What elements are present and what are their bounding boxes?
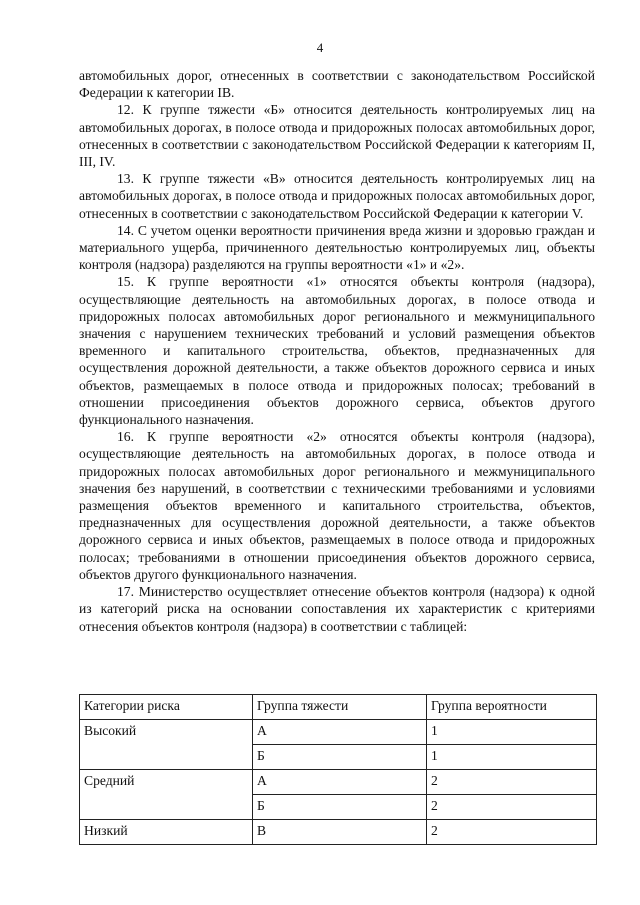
risk-category-cell: Средний <box>80 770 253 820</box>
probability-cell: 2 <box>427 795 597 820</box>
paragraph-15: 15. К группе вероятности «1» относятся объекты контроля (надзора), осуществляющие деятельность на автомобильных дорогах, в полосе отвода и придорожных полосах автомобильных дорог регионального и межмуниципального значения с нарушением технических требований и условий размещения объектов временного и капитального строительства, объектов, предназначенных для осуществления дорожной деятельности, а также объектов дорожного сервиса и иных объектов, размещаемых в полосе отвода и придорожных полосах; требований в отношении присоединения объектов дорожного сервиса, объектов другого функционального назначения. <box>79 274 595 428</box>
paragraph-16: 16. К группе вероятности «2» относятся объекты контроля (надзора), осуществляющие деятельность на автомобильных дорогах, в полосе отвода и придорожных полосах автомобильных дорог регионального и межмуниципального значения без нарушений, в соответствии с техническими требованиями и условиями размещения объектов временного и капитального строительства, объектов, предназначенных для осуществления дорожной деятельности, а также объектов дорожного сервиса и иных объектов, размещаемых в полосе отвода и придорожных полосах; требованиями в отношении присоединения объектов дорожного сервиса, объектов другого функционального назначения. <box>79 429 595 582</box>
risk-category-table <box>79 694 597 845</box>
header-risk-category: Категории риска <box>80 695 253 720</box>
table-row <box>80 820 597 845</box>
probability-cell: 1 <box>427 745 597 770</box>
probability-cell: 2 <box>427 820 597 845</box>
risk-category-cell: Высокий <box>80 720 253 770</box>
paragraph-14: 14. С учетом оценки вероятности причинения вреда жизни и здоровью граждан и материального ущерба, причиненного деятельностью контролируемых лиц, объекты контроля (надзора) разделяются на группы вероятности «1» и «2». <box>79 222 595 273</box>
table-row <box>80 720 597 745</box>
header-severity-group: Группа тяжести <box>253 695 427 720</box>
severity-cell: В <box>253 820 427 845</box>
severity-cell: А <box>253 770 427 795</box>
paragraph-17: 17. Министерство осуществляет отнесение объектов контроля (надзора) к одной из категорий риска на основании сопоставления их характеристик с критериями отнесения объектов контроля (надзора) в соответствии с таблицей: <box>79 584 595 634</box>
probability-cell: 2 <box>427 770 597 795</box>
severity-cell: Б <box>253 795 427 820</box>
page-number: 4 <box>316 40 324 55</box>
paragraph-12: 12. К группе тяжести «Б» относится деятельность контролируемых лиц на автомобильных дорогах, в полосе отвода и придорожных полосах автомобильных дорог, отнесенных в соответствии с законодательством Российской Федерации к категориям II, III, IV. <box>79 102 595 170</box>
risk-category-cell: Низкий <box>80 820 253 845</box>
paragraph-13: 13. К группе тяжести «В» относится деятельность контролируемых лиц на автомобильных дорогах, в полосе отвода и придорожных полосах автомобильных дорог, отнесенных в соответствии с законодательством Российской Федерации к категории V. <box>79 171 595 221</box>
table-header-row <box>80 695 597 720</box>
document-body <box>79 67 595 635</box>
table-row <box>80 770 597 795</box>
probability-cell: 1 <box>427 720 597 745</box>
severity-cell: Б <box>253 745 427 770</box>
paragraph-continuation: автомобильных дорог, отнесенных в соответствии с законодательством Российской Федерации к категории IB. <box>79 68 595 101</box>
severity-cell: А <box>253 720 427 745</box>
header-probability-group: Группа вероятности <box>427 695 597 720</box>
